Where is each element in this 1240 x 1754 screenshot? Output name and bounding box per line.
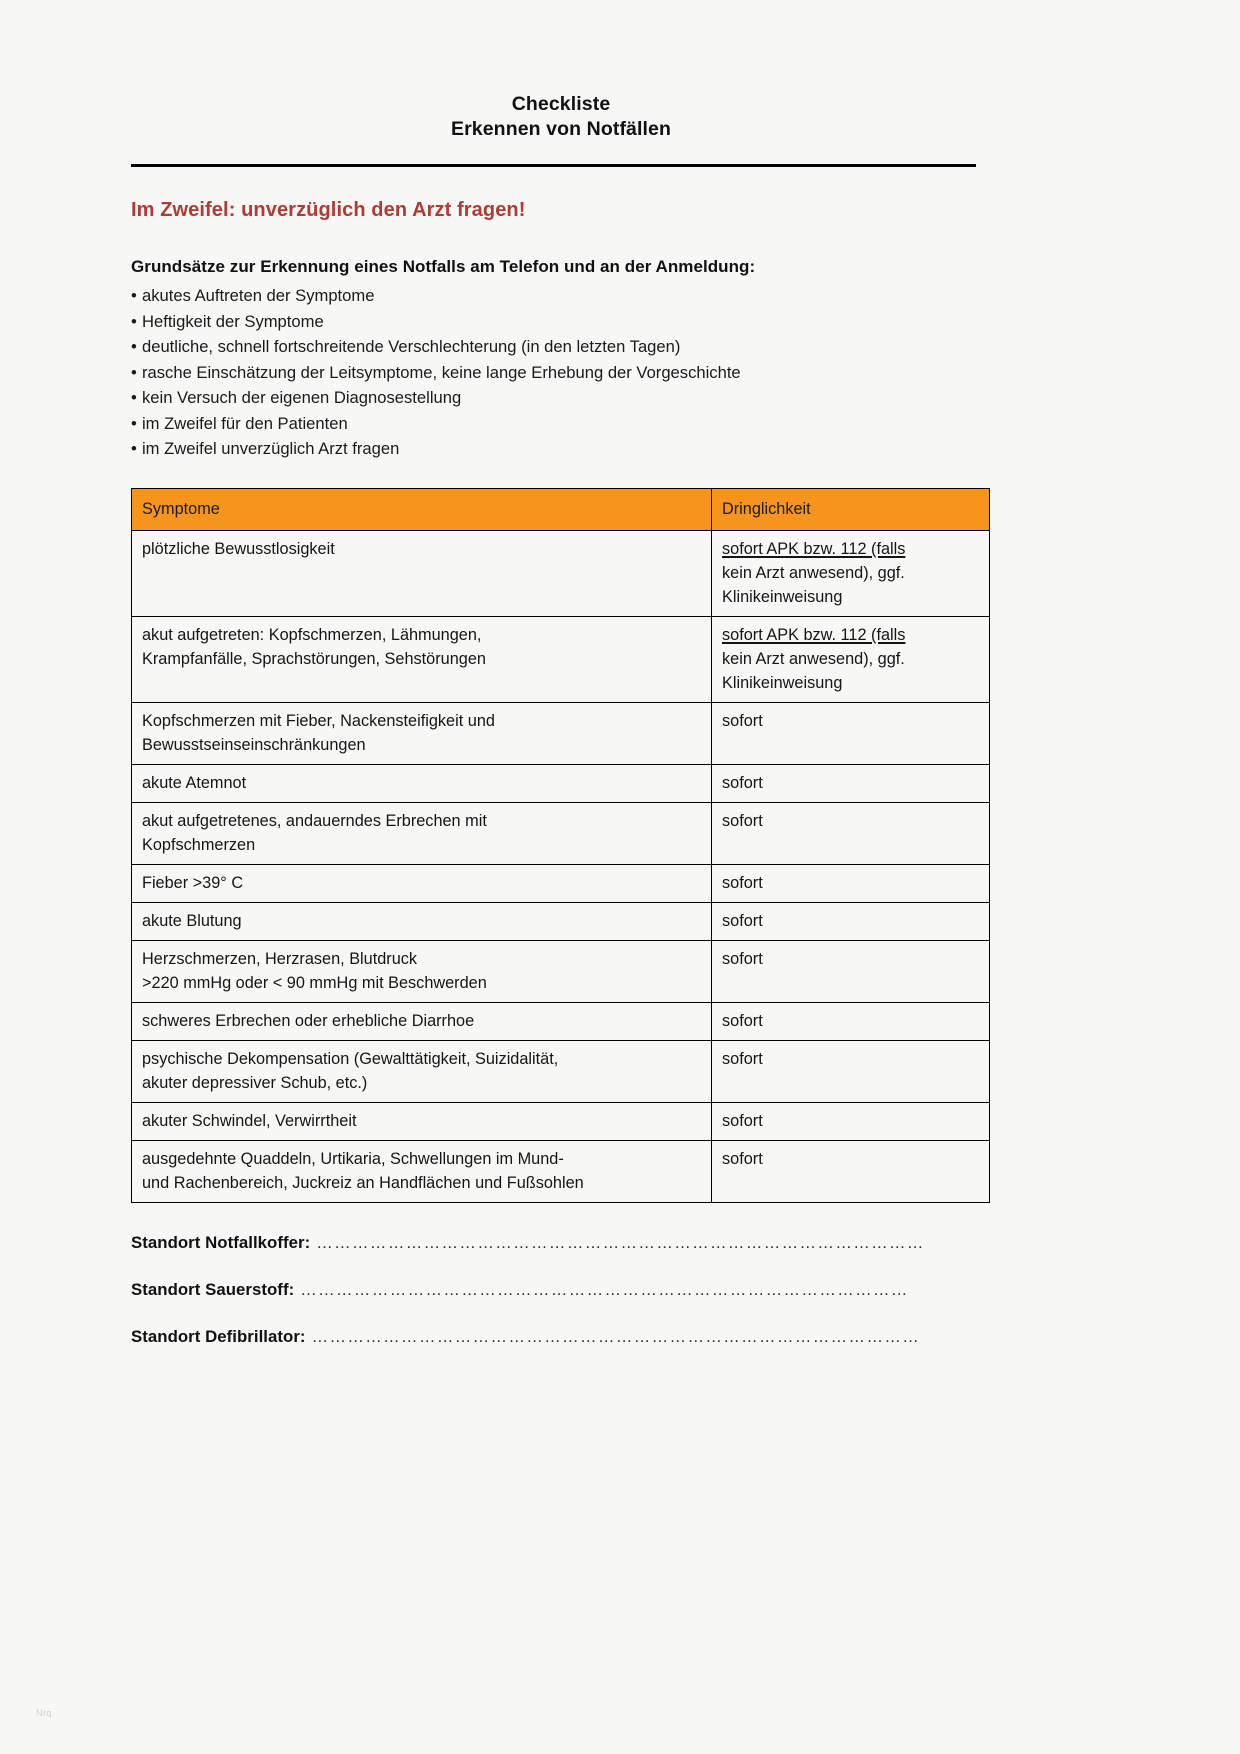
principle-item [131,360,991,386]
cell-urgency [712,1040,990,1102]
cell-symptom [132,1140,712,1202]
principle-item [131,309,991,335]
table-row [132,802,990,864]
cell-symptom [132,1040,712,1102]
symptom-line: Bewusstseinseinschränkungen [142,735,366,754]
principle-item-label: rasche Einschätzung der Leitsymptome, keine lange Erhebung der Vorgeschichte [142,362,741,382]
symptom-line: Fieber >39° C [142,873,244,892]
bullet-icon: • [131,439,137,458]
bullet-icon: • [131,311,137,331]
cell-urgency [712,1002,990,1040]
table-row [132,530,990,616]
principle-item-label: Heftigkeit der Symptome [142,311,324,331]
table-row [132,616,990,702]
principles-list [131,283,991,462]
table-row [132,764,990,802]
principle-item [131,334,991,360]
cell-symptom [132,802,712,864]
location-field-label: Standort Notfallkoffer: [131,1232,311,1252]
symptom-line: akut aufgetreten: Kopfschmerzen, Lähmungen, [142,625,482,644]
location-field-row [131,1280,991,1300]
table-body [132,530,990,1202]
cell-urgency [712,616,990,702]
symptom-line: Krampfanfälle, Sprachstörungen, Sehstörungen [142,649,486,668]
urgency-line: sofort [722,1011,763,1030]
principle-item-label: im Zweifel für den Patienten [142,413,348,433]
urgency-line: sofort APK bzw. 112 (falls [722,539,906,558]
table-row [132,1140,990,1202]
cell-urgency [712,940,990,1002]
urgency-line: sofort [722,1149,763,1168]
scan-artifact: Nrq [36,1708,53,1718]
cell-symptom [132,940,712,1002]
principle-item-label: im Zweifel unverzüglich Arzt fragen [142,439,400,458]
location-fields [131,1233,991,1347]
table-row [132,702,990,764]
cell-urgency [712,1102,990,1140]
symptom-line: akut aufgetretenes, andauerndes Erbrechen mit [142,811,487,830]
urgency-line: kein Arzt anwesend), ggf. [722,649,905,668]
urgency-line: sofort [722,811,763,830]
principle-item [131,283,991,309]
urgency-line: sofort [722,873,763,892]
urgency-line: Klinikeinweisung [722,587,843,606]
location-field-blank[interactable]: ………………………………………………………………………………………… [316,1233,925,1252]
urgency-line: sofort [722,1049,763,1068]
symptom-line: akuter depressiver Schub, etc.) [142,1073,368,1092]
symptom-line: Kopfschmerzen mit Fieber, Nackensteifigkeit und [142,711,495,730]
urgency-line: sofort [722,949,763,968]
urgency-line: kein Arzt anwesend), ggf. [722,563,905,582]
principle-item [131,411,991,437]
cell-symptom [132,1102,712,1140]
column-header-symptome: Symptome [132,488,712,530]
urgency-line: sofort [722,1111,763,1130]
column-header-dringlichkeit: Dringlichkeit [712,488,990,530]
cell-symptom [132,1002,712,1040]
cell-symptom [132,764,712,802]
cell-urgency [712,902,990,940]
title-divider [131,164,976,167]
bullet-icon: • [131,286,137,305]
principle-item [131,385,991,411]
symptom-line: akute Blutung [142,911,242,930]
urgency-line: sofort [722,711,763,730]
urgency-line: sofort [722,773,763,792]
cell-symptom [132,864,712,902]
symptom-line: akute Atemnot [142,773,247,792]
bullet-icon: • [131,337,137,356]
bullet-icon: • [131,413,137,433]
symptom-line: und Rachenbereich, Juckreiz an Handflächen und Fußsohlen [142,1173,584,1192]
symptom-line: psychische Dekompensation (Gewalttätigkeit, Suizidalität, [142,1049,559,1068]
location-field-label: Standort Sauerstoff: [131,1279,295,1299]
warning-notice: Im Zweifel: unverzüglich den Arzt fragen! [131,199,526,221]
principle-item [131,436,991,462]
cell-urgency [712,1140,990,1202]
principle-item-label: akutes Auftreten der Symptome [142,286,375,305]
principle-item-label: kein Versuch der eigenen Diagnosestellung [142,388,462,407]
symptom-table-wrapper [131,488,989,1203]
cell-symptom [132,702,712,764]
location-field-label: Standort Defibrillator: [131,1326,306,1346]
symptom-line: schweres Erbrechen oder erhebliche Diarrhoe [142,1011,475,1030]
principles-section [131,255,991,462]
location-field-blank[interactable]: ………………………………………………………………………………………… [300,1280,909,1299]
bullet-icon: • [131,388,137,407]
cell-urgency [712,764,990,802]
cell-symptom [132,530,712,616]
urgency-line: sofort APK bzw. 112 (falls [722,625,906,644]
symptom-line: akuter Schwindel, Verwirrtheit [142,1111,357,1130]
urgency-line: Klinikeinweisung [722,673,843,692]
location-field-blank[interactable]: ………………………………………………………………………………………… [311,1327,921,1346]
symptom-line: Herzschmerzen, Herzrasen, Blutdruck [142,949,418,968]
title-line-1: Checkliste [511,93,611,115]
bullet-icon: • [131,362,137,382]
principle-item-label: deutliche, schnell fortschreitende Verschlechterung (in den letzten Tagen) [142,337,681,356]
cell-urgency [712,864,990,902]
location-field-row [131,1327,991,1347]
cell-symptom [132,902,712,940]
symptom-line: ausgedehnte Quaddeln, Urtikaria, Schwellungen im Mund- [142,1149,564,1168]
symptom-line: plötzliche Bewusstlosigkeit [142,539,335,558]
table-row [132,1040,990,1102]
symptom-table [131,488,990,1203]
urgency-line: sofort [722,911,763,930]
table-row [132,1102,990,1140]
document-content [131,92,991,1374]
title-line-2: Erkennen von Notfällen [451,118,671,140]
table-row [132,902,990,940]
table-head [132,488,990,530]
symptom-line: Kopfschmerzen [142,835,256,854]
location-field-row [131,1233,991,1253]
page-title [131,92,991,142]
principles-heading: Grundsätze zur Erkennung eines Notfalls am Telefon und an der Anmeldung: [131,257,756,276]
cell-urgency [712,702,990,764]
table-header-row [132,488,990,530]
cell-symptom [132,616,712,702]
cell-urgency [712,802,990,864]
table-row [132,940,990,1002]
cell-urgency [712,530,990,616]
table-row [132,864,990,902]
table-row [132,1002,990,1040]
symptom-line: >220 mmHg oder < 90 mmHg mit Beschwerden [142,973,487,992]
